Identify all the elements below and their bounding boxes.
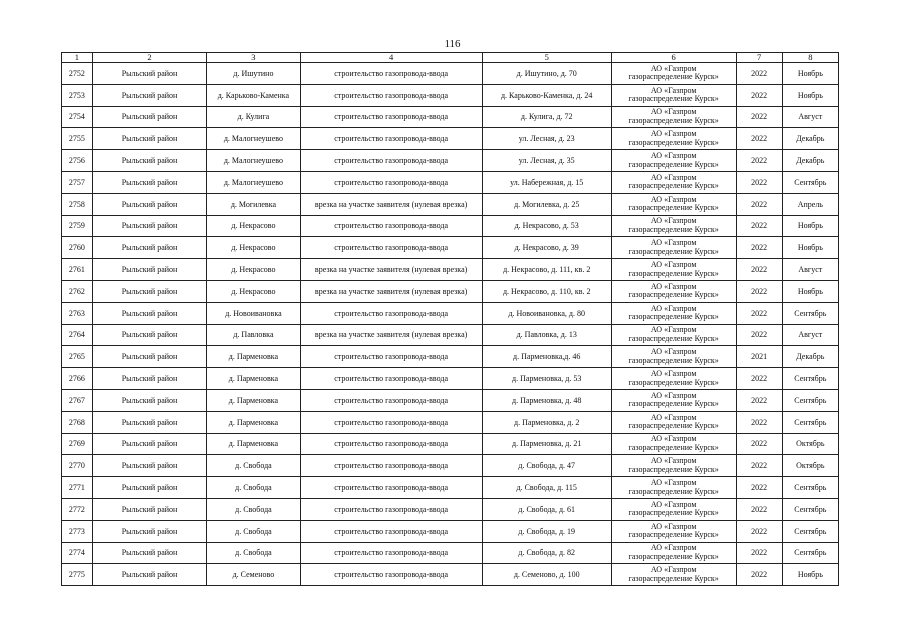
row-number-cell: 2774 bbox=[62, 542, 93, 564]
organization-line-2: газораспределение Курск» bbox=[628, 137, 719, 147]
row-number-cell: 2754 bbox=[62, 106, 93, 128]
district-cell: Рыльский район bbox=[92, 171, 207, 193]
district-cell: Рыльский район bbox=[92, 520, 207, 542]
work-type-cell: строительство газопровода-ввода bbox=[300, 150, 482, 172]
work-type-cell: строительство газопровода-ввода bbox=[300, 498, 482, 520]
organization-cell bbox=[611, 302, 736, 324]
district-cell: Рыльский район bbox=[92, 542, 207, 564]
district-cell: Рыльский район bbox=[92, 411, 207, 433]
district-cell: Рыльский район bbox=[92, 346, 207, 368]
district-cell: Рыльский район bbox=[92, 106, 207, 128]
table-row bbox=[62, 106, 839, 128]
work-type-cell: строительство газопровода-ввода bbox=[300, 368, 482, 390]
district-cell: Рыльский район bbox=[92, 455, 207, 477]
organization-line-1: АО «Газпром bbox=[650, 107, 697, 117]
row-number-cell: 2767 bbox=[62, 389, 93, 411]
organization-line-2: газораспределение Курск» bbox=[628, 551, 719, 561]
organization-cell bbox=[611, 564, 736, 586]
district-cell: Рыльский район bbox=[92, 324, 207, 346]
address-cell: д. Парменовка,д. 46 bbox=[482, 346, 611, 368]
work-type-cell: строительство газопровода-ввода bbox=[300, 455, 482, 477]
work-type-cell: строительство газопровода-ввода bbox=[300, 411, 482, 433]
district-cell: Рыльский район bbox=[92, 368, 207, 390]
organization-cell bbox=[611, 259, 736, 281]
locality-cell: д. Ишутино bbox=[207, 63, 300, 85]
locality-cell: д. Свобода bbox=[207, 455, 300, 477]
locality-cell: д. Парменовка bbox=[207, 368, 300, 390]
year-cell: 2022 bbox=[736, 84, 782, 106]
organization-cell bbox=[611, 411, 736, 433]
month-cell: Апрель bbox=[782, 193, 838, 215]
address-cell: д. Свобода, д. 47 bbox=[482, 455, 611, 477]
locality-cell: д. Некрасово bbox=[207, 237, 300, 259]
work-type-cell: строительство газопровода-ввода bbox=[300, 346, 482, 368]
month-cell: Август bbox=[782, 324, 838, 346]
work-type-cell: строительство газопровода-ввода bbox=[300, 302, 482, 324]
year-cell: 2022 bbox=[736, 389, 782, 411]
organization-line-2: газораспределение Курск» bbox=[628, 312, 719, 322]
column-header: 6 bbox=[611, 53, 736, 63]
organization-line-1: АО «Газпром bbox=[650, 369, 697, 379]
organization-cell bbox=[611, 389, 736, 411]
month-cell: Сентябрь bbox=[782, 411, 838, 433]
work-type-cell: строительство газопровода-ввода bbox=[300, 84, 482, 106]
address-cell: д. Некрасово, д. 111, кв. 2 bbox=[482, 259, 611, 281]
month-cell: Ноябрь bbox=[782, 564, 838, 586]
work-type-cell: строительство газопровода-ввода bbox=[300, 106, 482, 128]
row-number-cell: 2757 bbox=[62, 171, 93, 193]
month-cell: Ноябрь bbox=[782, 215, 838, 237]
organization-line-1: АО «Газпром bbox=[650, 543, 697, 553]
locality-cell: д. Карьково-Каменка bbox=[207, 84, 300, 106]
table-row bbox=[62, 542, 839, 564]
work-type-cell: строительство газопровода-ввода bbox=[300, 433, 482, 455]
address-cell: д. Кулига, д. 72 bbox=[482, 106, 611, 128]
address-cell: д. Парменовка, д. 53 bbox=[482, 368, 611, 390]
organization-cell bbox=[611, 542, 736, 564]
organization-cell bbox=[611, 280, 736, 302]
work-type-cell: строительство газопровода-ввода bbox=[300, 63, 482, 85]
address-cell: д. Некрасово, д. 39 bbox=[482, 237, 611, 259]
row-number-cell: 2752 bbox=[62, 63, 93, 85]
organization-line-2: газораспределение Курск» bbox=[628, 530, 719, 540]
year-cell: 2022 bbox=[736, 215, 782, 237]
row-number-cell: 2769 bbox=[62, 433, 93, 455]
row-number-cell: 2756 bbox=[62, 150, 93, 172]
organization-cell bbox=[611, 171, 736, 193]
table-row bbox=[62, 171, 839, 193]
month-cell: Ноябрь bbox=[782, 237, 838, 259]
locality-cell: д. Парменовка bbox=[207, 346, 300, 368]
organization-line-1: АО «Газпром bbox=[650, 63, 697, 73]
organization-cell bbox=[611, 455, 736, 477]
month-cell: Октябрь bbox=[782, 433, 838, 455]
row-number-cell: 2771 bbox=[62, 477, 93, 499]
organization-line-2: газораспределение Курск» bbox=[628, 159, 719, 169]
locality-cell: д. Некрасово bbox=[207, 259, 300, 281]
district-cell: Рыльский район bbox=[92, 63, 207, 85]
work-type-cell: врезка на участке заявителя (нулевая врезка) bbox=[300, 280, 482, 302]
year-cell: 2022 bbox=[736, 302, 782, 324]
organization-line-1: АО «Газпром bbox=[650, 194, 697, 204]
address-cell: д. Свобода, д. 82 bbox=[482, 542, 611, 564]
year-cell: 2022 bbox=[736, 280, 782, 302]
page-number: 116 bbox=[444, 38, 461, 50]
locality-cell: д. Новоивановка bbox=[207, 302, 300, 324]
organization-line-2: газораспределение Курск» bbox=[628, 464, 719, 474]
organization-line-1: АО «Газпром bbox=[650, 238, 697, 248]
work-type-cell: строительство газопровода-ввода bbox=[300, 171, 482, 193]
table-row bbox=[62, 193, 839, 215]
year-cell: 2022 bbox=[736, 324, 782, 346]
address-cell: д. Парменовка, д. 2 bbox=[482, 411, 611, 433]
district-cell: Рыльский район bbox=[92, 215, 207, 237]
month-cell: Сентябрь bbox=[782, 477, 838, 499]
district-cell: Рыльский район bbox=[92, 433, 207, 455]
year-cell: 2022 bbox=[736, 498, 782, 520]
work-type-cell: строительство газопровода-ввода bbox=[300, 128, 482, 150]
district-cell: Рыльский район bbox=[92, 498, 207, 520]
organization-line-1: АО «Газпром bbox=[650, 303, 697, 313]
row-number-cell: 2772 bbox=[62, 498, 93, 520]
table-row bbox=[62, 302, 839, 324]
month-cell: Ноябрь bbox=[782, 280, 838, 302]
address-cell: д. Парменовка, д. 48 bbox=[482, 389, 611, 411]
address-cell: д. Ишутино, д. 70 bbox=[482, 63, 611, 85]
year-cell: 2022 bbox=[736, 171, 782, 193]
organization-line-2: газораспределение Курск» bbox=[628, 72, 719, 82]
address-cell: д. Некрасово, д. 53 bbox=[482, 215, 611, 237]
year-cell: 2022 bbox=[736, 259, 782, 281]
address-cell: ул. Лесная, д. 23 bbox=[482, 128, 611, 150]
gasification-table bbox=[61, 52, 839, 586]
organization-line-1: АО «Газпром bbox=[650, 434, 697, 444]
address-cell: д. Могилевка, д. 25 bbox=[482, 193, 611, 215]
year-cell: 2022 bbox=[736, 63, 782, 85]
month-cell: Ноябрь bbox=[782, 63, 838, 85]
organization-line-2: газораспределение Курск» bbox=[628, 486, 719, 496]
month-cell: Октябрь bbox=[782, 455, 838, 477]
organization-line-2: газораспределение Курск» bbox=[628, 268, 719, 278]
locality-cell: д. Свобода bbox=[207, 520, 300, 542]
work-type-cell: строительство газопровода-ввода bbox=[300, 389, 482, 411]
year-cell: 2022 bbox=[736, 433, 782, 455]
locality-cell: д. Свобода bbox=[207, 498, 300, 520]
table-row bbox=[62, 433, 839, 455]
district-cell: Рыльский район bbox=[92, 302, 207, 324]
year-cell: 2022 bbox=[736, 455, 782, 477]
organization-line-2: газораспределение Курск» bbox=[628, 94, 719, 104]
row-number-cell: 2768 bbox=[62, 411, 93, 433]
month-cell: Сентябрь bbox=[782, 302, 838, 324]
district-cell: Рыльский район bbox=[92, 280, 207, 302]
work-type-cell: строительство газопровода-ввода bbox=[300, 520, 482, 542]
year-cell: 2022 bbox=[736, 520, 782, 542]
table-row bbox=[62, 477, 839, 499]
work-type-cell: строительство газопровода-ввода bbox=[300, 564, 482, 586]
row-number-cell: 2758 bbox=[62, 193, 93, 215]
address-cell: д. Карьково-Каменка, д. 24 bbox=[482, 84, 611, 106]
locality-cell: д. Павловка bbox=[207, 324, 300, 346]
year-cell: 2022 bbox=[736, 150, 782, 172]
organization-line-1: АО «Газпром bbox=[650, 85, 697, 95]
locality-cell: д. Некрасово bbox=[207, 215, 300, 237]
column-header: 5 bbox=[482, 53, 611, 63]
organization-line-1: АО «Газпром bbox=[650, 499, 697, 509]
row-number-cell: 2762 bbox=[62, 280, 93, 302]
row-number-cell: 2765 bbox=[62, 346, 93, 368]
district-cell: Рыльский район bbox=[92, 259, 207, 281]
row-number-cell: 2773 bbox=[62, 520, 93, 542]
organization-cell bbox=[611, 324, 736, 346]
table-row bbox=[62, 215, 839, 237]
work-type-cell: строительство газопровода-ввода bbox=[300, 477, 482, 499]
month-cell: Ноябрь bbox=[782, 84, 838, 106]
locality-cell: д. Малогнеушево bbox=[207, 171, 300, 193]
organization-cell bbox=[611, 150, 736, 172]
organization-line-1: АО «Газпром bbox=[650, 347, 697, 357]
locality-cell: д. Малогнеушево bbox=[207, 150, 300, 172]
address-cell: д. Парменовка, д. 21 bbox=[482, 433, 611, 455]
organization-line-2: газораспределение Курск» bbox=[628, 333, 719, 343]
organization-line-1: АО «Газпром bbox=[650, 172, 697, 182]
work-type-cell: строительство газопровода-ввода bbox=[300, 542, 482, 564]
work-type-cell: строительство газопровода-ввода bbox=[300, 237, 482, 259]
year-cell: 2022 bbox=[736, 237, 782, 259]
organization-cell bbox=[611, 128, 736, 150]
organization-cell bbox=[611, 498, 736, 520]
table-row bbox=[62, 84, 839, 106]
year-cell: 2021 bbox=[736, 346, 782, 368]
month-cell: Декабрь bbox=[782, 346, 838, 368]
address-cell: д. Новоивановка, д. 80 bbox=[482, 302, 611, 324]
row-number-cell: 2775 bbox=[62, 564, 93, 586]
year-cell: 2022 bbox=[736, 477, 782, 499]
organization-line-1: АО «Газпром bbox=[650, 260, 697, 270]
organization-line-1: АО «Газпром bbox=[650, 521, 697, 531]
column-header: 2 bbox=[92, 53, 207, 63]
row-number-cell: 2760 bbox=[62, 237, 93, 259]
district-cell: Рыльский район bbox=[92, 128, 207, 150]
row-number-cell: 2770 bbox=[62, 455, 93, 477]
row-number-cell: 2759 bbox=[62, 215, 93, 237]
district-cell: Рыльский район bbox=[92, 477, 207, 499]
table-row bbox=[62, 520, 839, 542]
organization-line-1: АО «Газпром bbox=[650, 412, 697, 422]
organization-line-2: газораспределение Курск» bbox=[628, 377, 719, 387]
district-cell: Рыльский район bbox=[92, 193, 207, 215]
month-cell: Сентябрь bbox=[782, 389, 838, 411]
locality-cell: д. Кулига bbox=[207, 106, 300, 128]
row-number-cell: 2755 bbox=[62, 128, 93, 150]
organization-line-2: газораспределение Курск» bbox=[628, 224, 719, 234]
district-cell: Рыльский район bbox=[92, 389, 207, 411]
month-cell: Август bbox=[782, 106, 838, 128]
organization-line-2: газораспределение Курск» bbox=[628, 421, 719, 431]
organization-line-1: АО «Газпром bbox=[650, 281, 697, 291]
locality-cell: д. Свобода bbox=[207, 477, 300, 499]
column-header: 1 bbox=[62, 53, 93, 63]
month-cell: Сентябрь bbox=[782, 171, 838, 193]
year-cell: 2022 bbox=[736, 193, 782, 215]
locality-cell: д. Семеново bbox=[207, 564, 300, 586]
address-cell: д. Павловка, д. 13 bbox=[482, 324, 611, 346]
table-row bbox=[62, 128, 839, 150]
address-cell: д. Свобода, д. 115 bbox=[482, 477, 611, 499]
year-cell: 2022 bbox=[736, 106, 782, 128]
locality-cell: д. Парменовка bbox=[207, 433, 300, 455]
table-row bbox=[62, 455, 839, 477]
organization-line-2: газораспределение Курск» bbox=[628, 355, 719, 365]
locality-cell: д. Свобода bbox=[207, 542, 300, 564]
address-cell: ул. Лесная, д. 35 bbox=[482, 150, 611, 172]
table-row bbox=[62, 389, 839, 411]
table-row bbox=[62, 237, 839, 259]
month-cell: Сентябрь bbox=[782, 542, 838, 564]
locality-cell: д. Парменовка bbox=[207, 411, 300, 433]
locality-cell: д. Парменовка bbox=[207, 389, 300, 411]
row-number-cell: 2753 bbox=[62, 84, 93, 106]
year-cell: 2022 bbox=[736, 411, 782, 433]
table-row bbox=[62, 411, 839, 433]
address-cell: д. Свобода, д. 61 bbox=[482, 498, 611, 520]
month-cell: Декабрь bbox=[782, 150, 838, 172]
table-row bbox=[62, 63, 839, 85]
year-cell: 2022 bbox=[736, 128, 782, 150]
table-row bbox=[62, 368, 839, 390]
organization-line-2: газораспределение Курск» bbox=[628, 181, 719, 191]
organization-line-1: АО «Газпром bbox=[650, 456, 697, 466]
table-row bbox=[62, 259, 839, 281]
organization-line-1: АО «Газпром bbox=[650, 478, 697, 488]
column-header: 4 bbox=[300, 53, 482, 63]
month-cell: Сентябрь bbox=[782, 368, 838, 390]
month-cell: Сентябрь bbox=[782, 520, 838, 542]
locality-cell: д. Могилевка bbox=[207, 193, 300, 215]
district-cell: Рыльский район bbox=[92, 84, 207, 106]
table-row bbox=[62, 498, 839, 520]
organization-cell bbox=[611, 346, 736, 368]
organization-cell bbox=[611, 106, 736, 128]
organization-line-2: газораспределение Курск» bbox=[628, 508, 719, 518]
organization-line-2: газораспределение Курск» bbox=[628, 246, 719, 256]
organization-line-2: газораспределение Курск» bbox=[628, 573, 719, 583]
month-cell: Август bbox=[782, 259, 838, 281]
work-type-cell: врезка на участке заявителя (нулевая врезка) bbox=[300, 259, 482, 281]
column-header: 7 bbox=[736, 53, 782, 63]
address-cell: д. Семеново, д. 100 bbox=[482, 564, 611, 586]
district-cell: Рыльский район bbox=[92, 150, 207, 172]
organization-line-1: АО «Газпром bbox=[650, 565, 697, 575]
address-cell: ул. Набережная, д. 15 bbox=[482, 171, 611, 193]
address-cell: д. Некрасово, д. 110, кв. 2 bbox=[482, 280, 611, 302]
address-cell: д. Свобода, д. 19 bbox=[482, 520, 611, 542]
row-number-cell: 2761 bbox=[62, 259, 93, 281]
organization-cell bbox=[611, 63, 736, 85]
table-row bbox=[62, 324, 839, 346]
column-header: 3 bbox=[207, 53, 300, 63]
locality-cell: д. Малогнеушево bbox=[207, 128, 300, 150]
organization-line-2: газораспределение Курск» bbox=[628, 115, 719, 125]
organization-line-1: АО «Газпром bbox=[650, 216, 697, 226]
organization-line-1: АО «Газпром bbox=[650, 151, 697, 161]
work-type-cell: врезка на участке заявителя (нулевая врезка) bbox=[300, 193, 482, 215]
organization-line-2: газораспределение Курск» bbox=[628, 290, 719, 300]
column-number-row bbox=[62, 53, 839, 63]
organization-line-1: АО «Газпром bbox=[650, 129, 697, 139]
locality-cell: д. Некрасово bbox=[207, 280, 300, 302]
organization-line-1: АО «Газпром bbox=[650, 390, 697, 400]
district-cell: Рыльский район bbox=[92, 564, 207, 586]
year-cell: 2022 bbox=[736, 542, 782, 564]
organization-cell bbox=[611, 215, 736, 237]
year-cell: 2022 bbox=[736, 564, 782, 586]
table-row bbox=[62, 280, 839, 302]
table-body bbox=[62, 63, 839, 586]
organization-cell bbox=[611, 237, 736, 259]
table-row bbox=[62, 564, 839, 586]
row-number-cell: 2766 bbox=[62, 368, 93, 390]
district-cell: Рыльский район bbox=[92, 237, 207, 259]
table-row bbox=[62, 346, 839, 368]
organization-cell bbox=[611, 368, 736, 390]
organization-cell bbox=[611, 193, 736, 215]
column-header: 8 bbox=[782, 53, 838, 63]
table-row bbox=[62, 150, 839, 172]
work-type-cell: врезка на участке заявителя (нулевая врезка) bbox=[300, 324, 482, 346]
organization-cell bbox=[611, 84, 736, 106]
work-type-cell: строительство газопровода-ввода bbox=[300, 215, 482, 237]
organization-line-2: газораспределение Курск» bbox=[628, 203, 719, 213]
month-cell: Декабрь bbox=[782, 128, 838, 150]
month-cell: Сентябрь bbox=[782, 498, 838, 520]
organization-line-1: АО «Газпром bbox=[650, 325, 697, 335]
organization-cell bbox=[611, 520, 736, 542]
organization-line-2: газораспределение Курск» bbox=[628, 442, 719, 452]
organization-line-2: газораспределение Курск» bbox=[628, 399, 719, 409]
organization-cell bbox=[611, 433, 736, 455]
organization-cell bbox=[611, 477, 736, 499]
year-cell: 2022 bbox=[736, 368, 782, 390]
row-number-cell: 2764 bbox=[62, 324, 93, 346]
row-number-cell: 2763 bbox=[62, 302, 93, 324]
